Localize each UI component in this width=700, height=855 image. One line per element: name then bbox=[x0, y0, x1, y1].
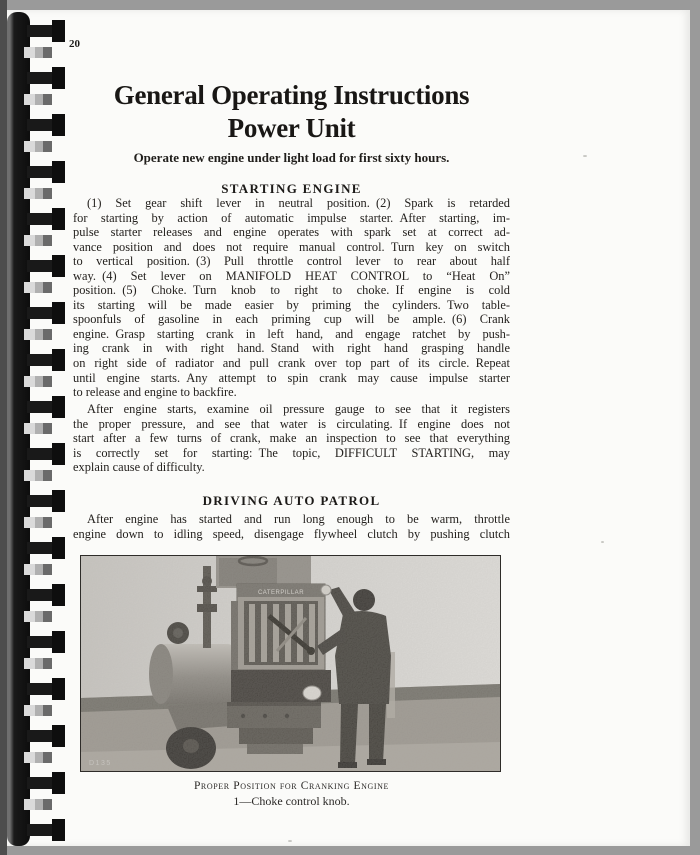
text-line: engine down to idling speed, disengage flywheel clutch by pushing clutch bbox=[73, 526, 510, 541]
figure-photo-cranking-engine bbox=[80, 555, 501, 772]
text-line: explain cause of difficulty. bbox=[73, 460, 205, 475]
text-line: After engine starts, examine oil pressure gauge to see that it registers bbox=[87, 402, 510, 416]
text-line: start after a few turns of crank, make an inspection to see that everything bbox=[73, 431, 510, 446]
text-line: until engine starts. Any attempt to spin crank may cause impulse starter bbox=[73, 370, 510, 385]
paragraph-starting-1 bbox=[73, 196, 510, 400]
photo-grain bbox=[81, 556, 500, 771]
scan-speck bbox=[601, 541, 604, 543]
text-line: for starting by action of automatic impulse starter. After starting, im- bbox=[73, 210, 510, 225]
text-line: engine. Grasp starting crank in left hand, and engage ratchet by push- bbox=[73, 326, 510, 341]
page-title-line1: General Operating Instructions bbox=[113, 80, 470, 110]
section-heading-driving-auto-patrol: DRIVING AUTO PATROL bbox=[202, 493, 381, 508]
text-line: to release and engine to backfire. bbox=[73, 385, 237, 400]
text-line: position. (5) Choke. Turn knob to right to choke. If engine is cold bbox=[73, 283, 510, 298]
text-line: After engine has started and run long enough to be warm, throttle bbox=[87, 512, 510, 526]
text-line: on right side of radiator and pull crank over top part of its circle. Repeat bbox=[73, 356, 510, 371]
text-line: ing crank in with right hand. Stand with right hand grasping handle bbox=[73, 341, 510, 356]
text-line: vance position and does not require manual control. Turn key on switch bbox=[73, 239, 510, 254]
figure-caption-title: Proper Position for Cranking Engine bbox=[193, 780, 390, 792]
brand-plate: CATERPILLAR bbox=[257, 590, 305, 596]
text-line: is correctly set for starting: The topic, DIFFICULT STARTING, may bbox=[73, 445, 510, 460]
text-line: spoonfuls of gasoline in each priming cup will be ample. (6) Crank bbox=[73, 312, 510, 327]
binding-spine bbox=[7, 12, 30, 846]
paragraph-starting-2 bbox=[73, 402, 510, 475]
figure-caption-note: 1—Choke control knob. bbox=[233, 794, 350, 808]
text-line: pulse starter releases and engine operates with spark set at correct ad- bbox=[73, 225, 510, 240]
page-subtitle: Operate new engine under light load for first sixty hours. bbox=[133, 150, 450, 165]
section-heading-starting-engine: STARTING ENGINE bbox=[221, 181, 362, 196]
paragraph-driving-1 bbox=[73, 512, 510, 541]
page-number: 20 bbox=[69, 38, 80, 50]
book-edge bbox=[0, 0, 7, 855]
photo-illustration bbox=[81, 556, 500, 771]
text-line: to vertical position. (3) Pull throttle control lever to rear about half bbox=[73, 254, 510, 269]
text-line: (1) Set gear shift lever in neutral position. (2) Spark is retarded bbox=[87, 196, 510, 210]
page-content bbox=[73, 0, 510, 855]
scan-speck bbox=[583, 155, 587, 157]
text-line: way. (4) Set lever on MANIFOLD HEAT CONTROL to “Heat On” bbox=[73, 268, 510, 283]
page-title-line2: Power Unit bbox=[227, 113, 356, 143]
photo-code-label: D135 bbox=[89, 760, 112, 767]
text-line: its starting will be made easier by priming the cylinders. Two table- bbox=[73, 297, 510, 312]
text-line: the proper pressure, and see that water is circulating. If engine does not bbox=[73, 416, 510, 431]
